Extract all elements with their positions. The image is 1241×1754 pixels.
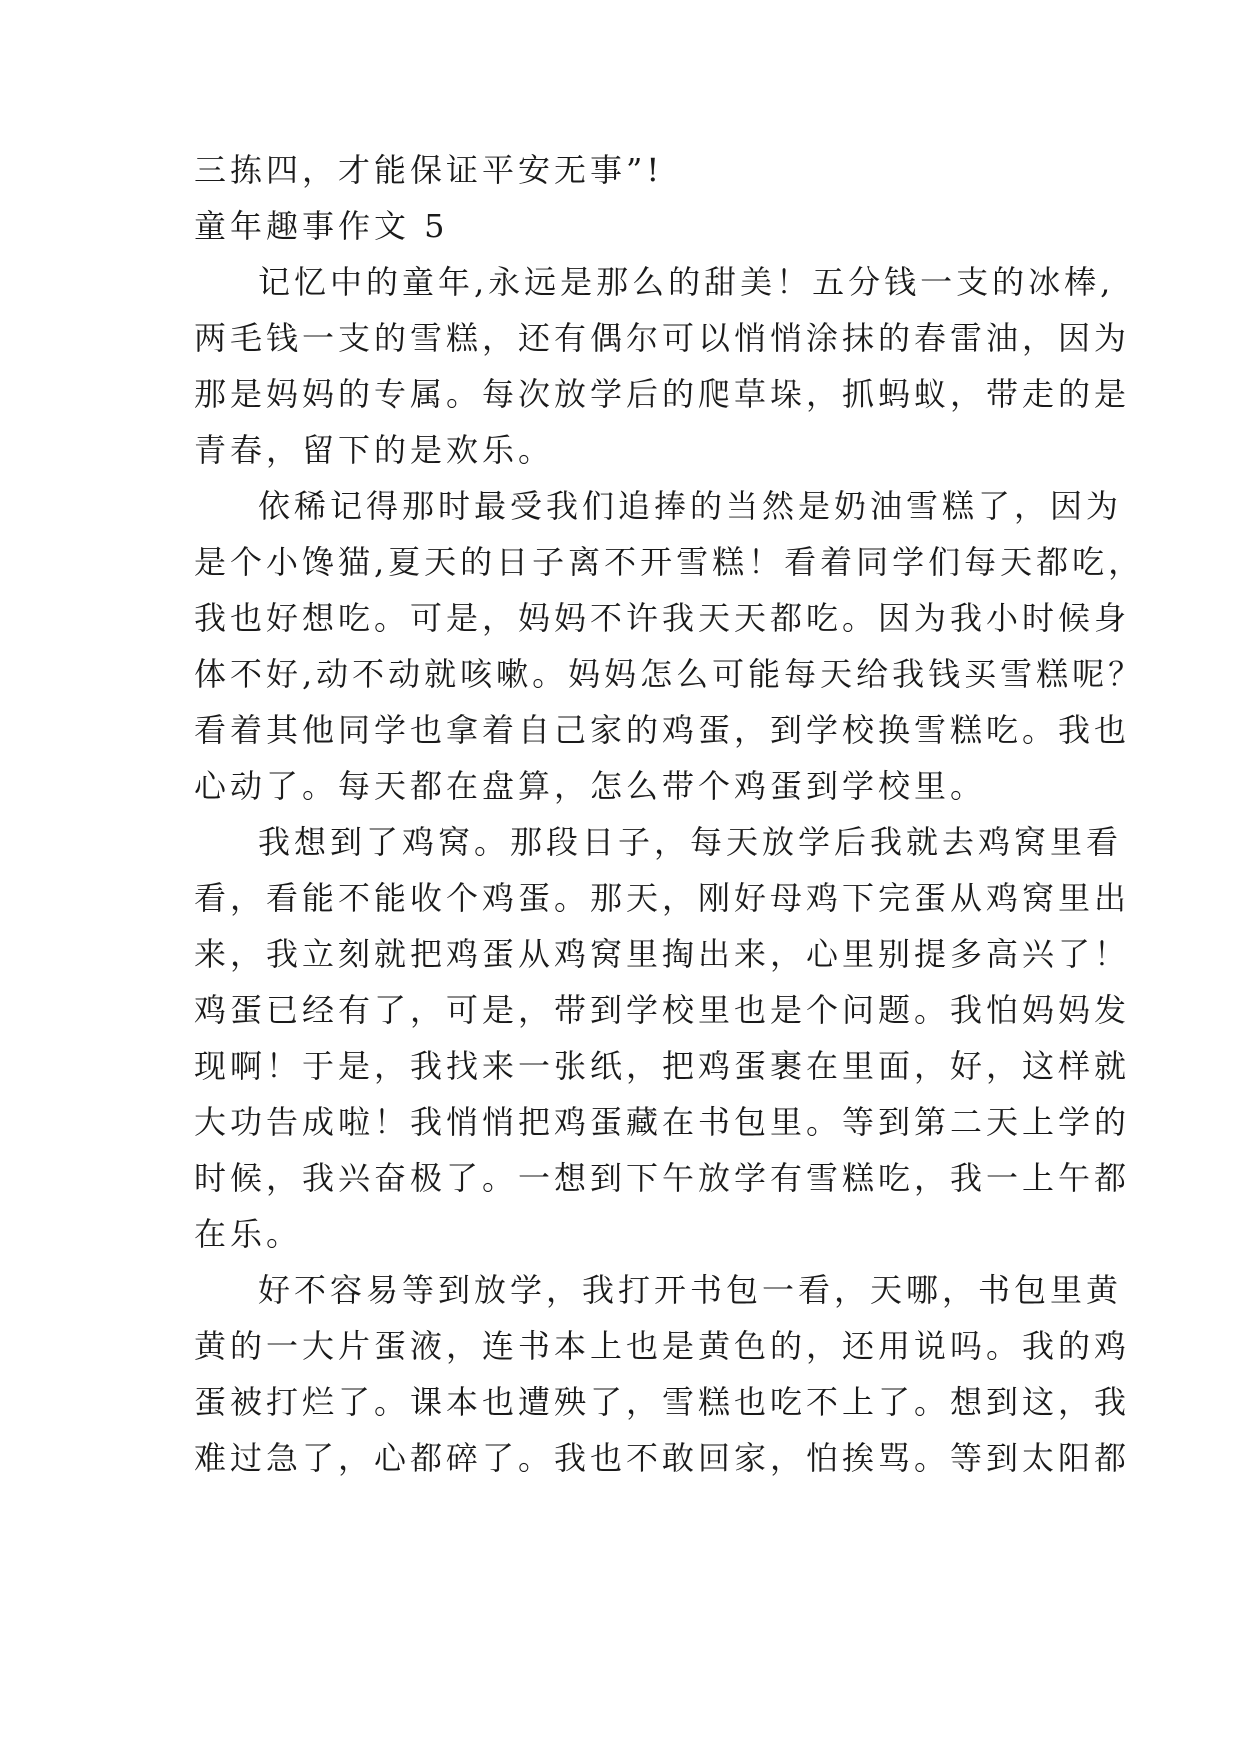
section-heading: 童年趣事作文 5	[194, 207, 449, 245]
text-line: 三拣四，才能保证平安无事”!	[194, 151, 664, 189]
text-line: 心动了。每天都在盘算，怎么带个鸡蛋到学校里。	[194, 767, 987, 805]
text-line: 那是妈妈的专属。每次放学后的爬草垛，抓蚂蚁，带走的是	[194, 375, 1131, 413]
text-line: 两毛钱一支的雪糕，还有偶尔可以悄悄涂抹的春雷油，因为	[194, 319, 1131, 357]
text-line: 现啊！于是，我找来一张纸，把鸡蛋裹在里面，好，这样就	[194, 1047, 1131, 1085]
text-line: 依稀记得那时最受我们追捧的当然是奶油雪糕了，因为	[258, 487, 1123, 525]
text-line: 青春，留下的是欢乐。	[194, 431, 555, 469]
text-line: 是个小馋猫,夏天的日子离不开雪糕！看着同学们每天都吃，	[194, 543, 1145, 581]
text-line: 时候，我兴奋极了。一想到下午放学有雪糕吃，我一上午都	[194, 1159, 1131, 1197]
text-line: 来，我立刻就把鸡蛋从鸡窝里掏出来，心里别提多高兴了！	[194, 935, 1131, 973]
text-line: 黄的一大片蛋液，连书本上也是黄色的，还用说吗。我的鸡	[194, 1327, 1131, 1365]
text-line: 难过急了，心都碎了。我也不敢回家，怕挨骂。等到太阳都	[194, 1439, 1131, 1477]
text-line: 好不容易等到放学，我打开书包一看，天哪，书包里黄	[258, 1271, 1123, 1309]
text-line: 体不好,动不动就咳嗽。妈妈怎么可能每天给我钱买雪糕呢？	[194, 655, 1145, 693]
text-line: 记忆中的童年,永远是那么的甜美！五分钱一支的冰棒,	[258, 263, 1115, 301]
text-line: 看着其他同学也拿着自己家的鸡蛋，到学校换雪糕吃。我也	[194, 711, 1131, 749]
text-line: 大功告成啦！我悄悄把鸡蛋藏在书包里。等到第二天上学的	[194, 1103, 1131, 1141]
text-line: 我想到了鸡窝。那段日子，每天放学后我就去鸡窝里看	[258, 823, 1123, 861]
text-line: 看，看能不能收个鸡蛋。那天，刚好母鸡下完蛋从鸡窝里出	[194, 879, 1131, 917]
text-line: 鸡蛋已经有了，可是，带到学校里也是个问题。我怕妈妈发	[194, 991, 1131, 1029]
text-line: 蛋被打烂了。课本也遭殃了，雪糕也吃不上了。想到这，我	[194, 1383, 1131, 1421]
text-line: 我也好想吃。可是，妈妈不许我天天都吃。因为我小时候身	[194, 599, 1131, 637]
text-line: 在乐。	[194, 1215, 303, 1253]
